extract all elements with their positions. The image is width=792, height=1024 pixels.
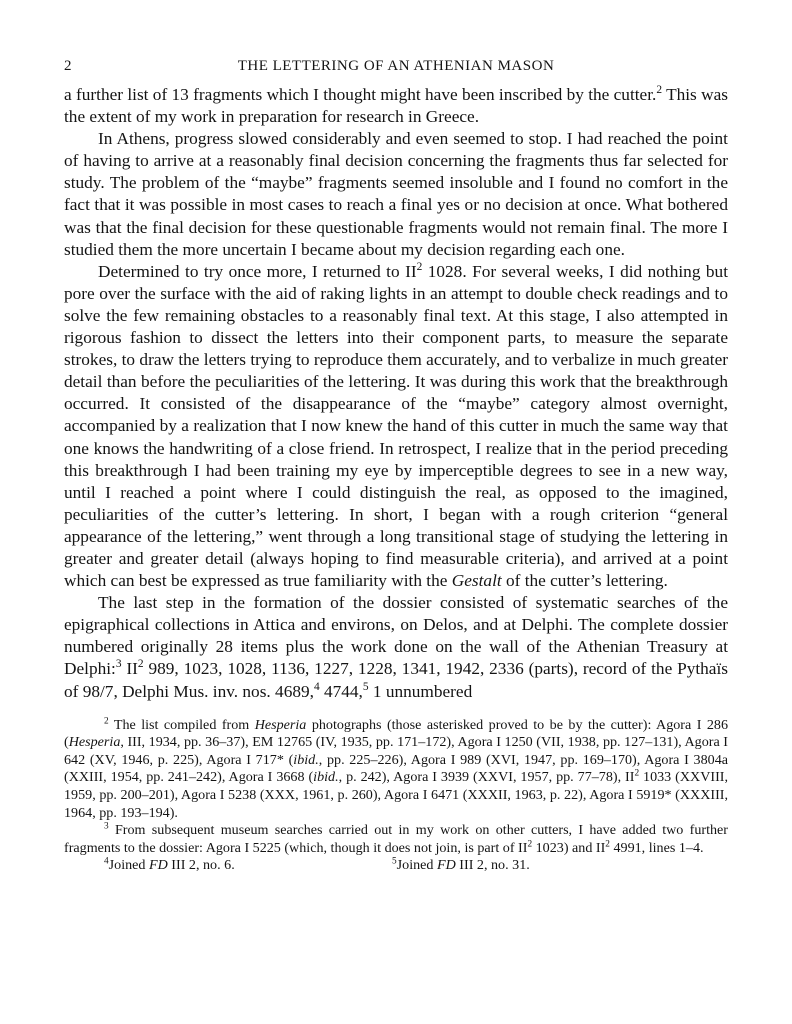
page — [64, 54, 728, 875]
footnote-ref-2[interactable]: 2 — [656, 84, 663, 97]
footnote-5: $^5$Joined FD III 2, no. 31. — [392, 856, 530, 874]
footnote-pair-4-5 — [104, 857, 728, 875]
footnotes — [64, 717, 728, 875]
paragraph-4: The last step in the formation of the dossier consisted of systematic searches of the epigraphical collections in Attica and environs, on Delos, and at Delphi. The complete dossier numbered originally 28 items plus the work done on the wall of the Athenian Treasury at Delphi:$^3$ $II^2$ 989, 1023, 1028, 1136, 1227, 1228, 1341, 1942, 2336 (parts), record of the Pythaïs of 98/7, Delphi Mus. inv. nos. 4689,$^4$ 4744,$^5$ 1 unnumbered — [64, 593, 728, 701]
footnote-3: $^3$ From subsequent museum searches carried out in my work on other cutters, I have added two further fragments to the dossier: Agora I 5225 (which, though it does not join, is part of $II^2$ 1023) and $II^2$ 4991, lines 1–4. — [64, 821, 728, 856]
running-title: THE LETTERING OF AN ATHENIAN MASON — [237, 58, 555, 74]
page-number: 2 — [64, 58, 72, 74]
paragraph-1: a further list of 13 fragments which I thought might have been inscribed by the cutter.$^2$ This was the extent of my work in preparation for research in Greece. — [64, 84, 728, 127]
footnote-ref-4[interactable]: 4 — [313, 680, 320, 693]
footnote-4: $^4$Joined FD III 2, no. 6. — [104, 856, 235, 874]
paragraph-3: Determined to try once more, I returned to $II^2$ 1028. For several weeks, I did nothing but pore over the surface with the aid of raking lights in an attempt to double check readings and to solve the few remaining obstacles to a reasonably final text. At this stage, I also attempted in rigorous fashion to dissect the letters into their component parts, to measure the separate strokes, to draw the letters trying to reproduce them accurately, and to verbalize in much greater detail than before the peculiarities of the lettering. It was during this work that the breakthrough occurred. It consisted of the disappearance of the “maybe” category almost overnight, accompanied by a realization that I now knew the hand of this cutter in much the same way that one knows the handwriting of a close friend. In retrospect, I realize that in the period preceding this breakthrough I had been training my eye by imperceptible degrees to see in a new way, until I reached a point where I could distinguish the real, as opposed to the imagined, peculiarities of the cutter’s lettering. In short, I began with a rough criterion “general appearance of the lettering,” went through a long transitional stage of studying the lettering in greater and greater detail (always hoping to find measurable criteria), and arrived at a point which can best be expressed as true familiarity with the Gestalt of the cutter’s lettering. — [64, 260, 728, 591]
body-text — [64, 84, 728, 703]
footnote-ref-3[interactable]: 3 — [115, 658, 122, 671]
page-header — [64, 54, 728, 84]
footnote-ref-5[interactable]: 5 — [362, 680, 369, 693]
footnote-2: $^2$ The list compiled from Hesperia photographs (those asterisked proved to be by the cutter): Agora I 286 (Hesperia, III, 1934, pp. 36–37), EM 12765 (IV, 1935, pp. 171–172), Agora I 1250 (VII, 1938, pp. 127–131), Agora I 642 (XV, 1946, p. 225), Agora I 717* (ibid., pp. 225–226), Agora I 989 (XVI, 1947, pp. 169–170), Agora I 3804a (XXIII, 1954, pp. 241–242), Agora I 3668 (ibid., p. 242), Agora I 3939 (XXVI, 1957, pp. 77–78), $II^2$ 1033 (XXVIII, 1959, pp. 200–201), Agora I 5238 (XXX, 1961, p. 260), Agora I 6471 (XXXII, 1963, p. 22), Agora I 5919* (XXXIII, 1964, pp. 193–194). — [64, 716, 729, 821]
paragraph-2: In Athens, progress slowed considerably and even seemed to stop. I had reached the point of having to arrive at a reasonably final decision concerning the fragments thus far selected for study. The problem of the “maybe” fragments seemed insoluble and I found no comfort in the fact that it was possible in most cases to reach a final yes or no decision at once. What bothered was that the final decision for these questionable fragments would not remain final. The more I studied them the more uncertain I became about my decision regarding each one. — [64, 129, 728, 259]
